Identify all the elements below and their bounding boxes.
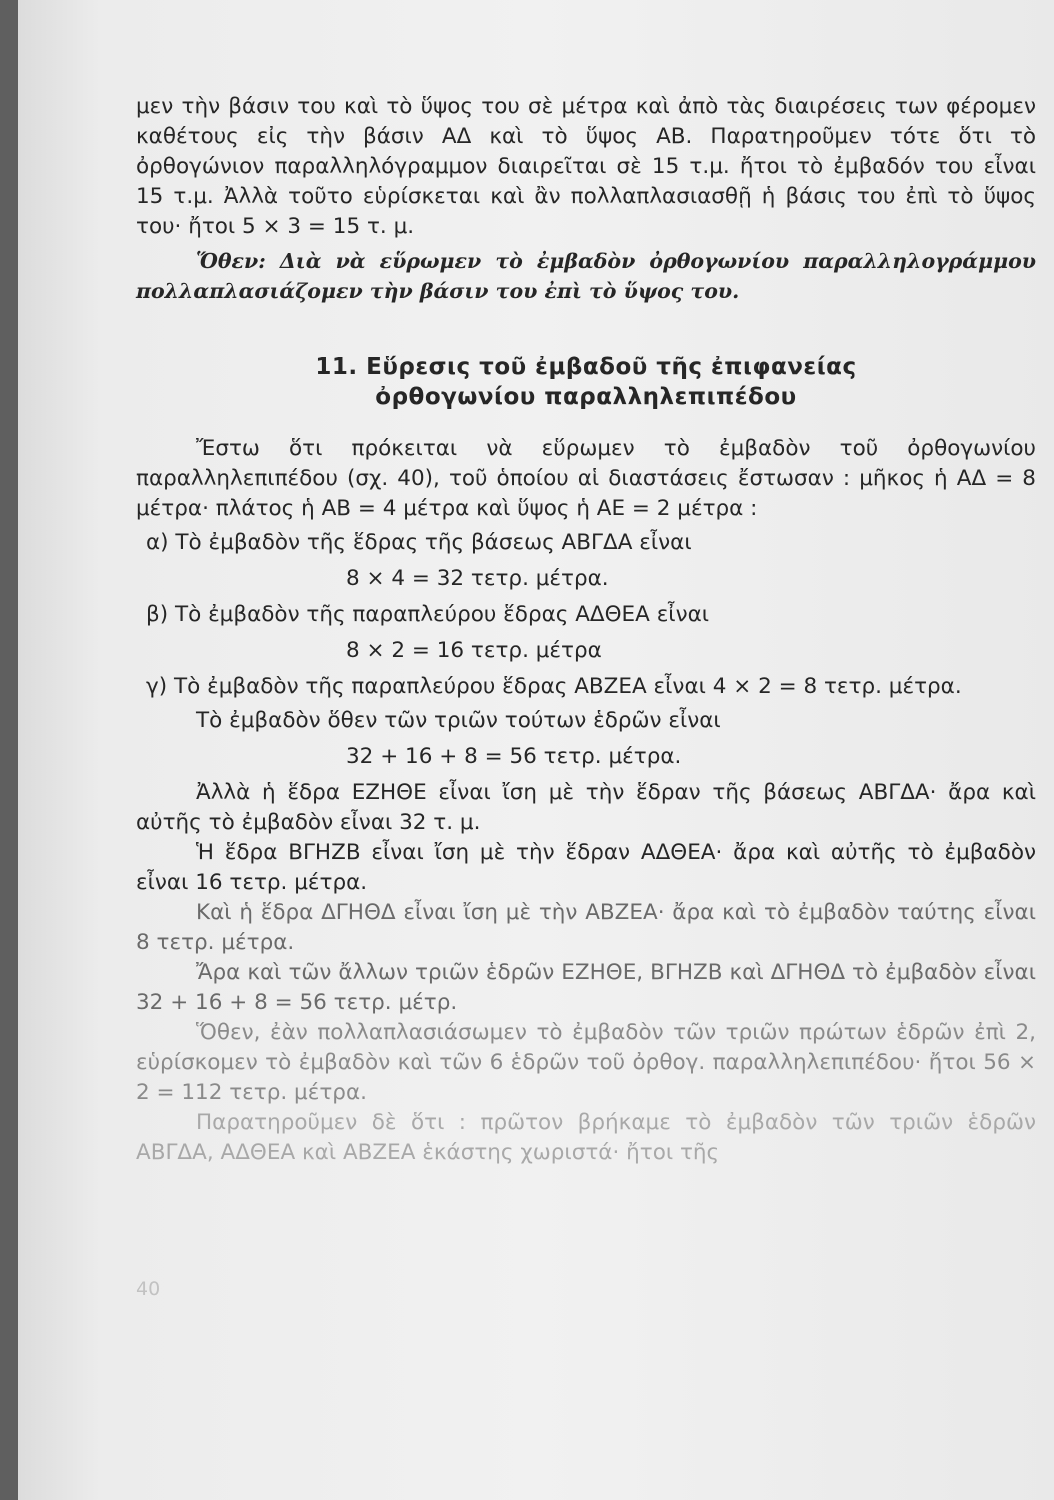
item-c: γ) Τὸ ἐμβαδὸν τῆς παραπλεύρου ἕδρας ΑΒΖΕΑ εἶναι 4 × 2 = 8 τετρ. μέτρα. — [146, 674, 962, 699]
formula-sum: 32 + 16 + 8 = 56 τετρ. μέτρα. — [346, 744, 682, 769]
section-heading — [136, 352, 1036, 412]
paragraph-dimensions: Ἔστω ὅτι πρόκειται νὰ εὕρωμεν τὸ ἐμβαδὸν τοῦ ὀρθογωνίου παραλληλεπιπέδου (σχ. 40), τοῦ ὁποίου αἱ διαστάσεις ἔστωσαν : μῆκος ἡ ΑΔ = 8 μέτρα· πλάτος ἡ ΑΒ = 4 μέτρα καὶ ὕψος ἡ ΑΕ = 2 μέτρα : — [136, 436, 1036, 521]
item-a: α) Τὸ ἐμβαδὸν τῆς ἕδρας τῆς βάσεως ΑΒΓΔΑ εἶναι — [146, 530, 692, 555]
heading-line-2: ὀρθογωνίου παραλληλεπιπέδου — [375, 384, 797, 410]
paragraph-6: Ἄρα καὶ τῶν ἄλλων τριῶν ἑδρῶν ΕΖΗΘΕ, ΒΓΗΖΒ καὶ ΔΓΗΘΔ τὸ ἐμβαδὸν εἶναι 32 + 16 + 8 = 56 τετρ. μέτρ. — [136, 960, 1036, 1015]
formula-a: 8 × 4 = 32 τετρ. μέτρα. — [346, 566, 609, 591]
paragraph-4: Ἡ ἕδρα ΒΓΗΖΒ εἶναι ἴση μὲ τὴν ἕδραν ΑΔΘΕΑ· ἄρα καὶ αὐτῆς τὸ ἐμβαδὸν εἶναι 16 τετρ. μέτρα. — [136, 840, 1036, 895]
heading-line-1: 11. Εὕρεσις τοῦ ἐμβαδοῦ τῆς ἐπιφανείας — [315, 354, 857, 380]
formula-b: 8 × 2 = 16 τετρ. μέτρα — [346, 638, 602, 663]
paragraph-7: Ὅθεν, ἐὰν πολλαπλασιάσωμεν τὸ ἐμβαδὸν τῶν τριῶν πρώτων ἑδρῶν ἐπὶ 2, εὑρίσκομεν τὸ ἐμβαδὸν καὶ τῶν 6 ἑδρῶν τοῦ ὀρθογ. παραλληλεπιπέδου· ἤτοι 56 × 2 = 112 τετρ. μέτρα. — [136, 1020, 1036, 1105]
paragraph-5: Καὶ ἡ ἕδρα ΔΓΗΘΔ εἶναι ἴση μὲ τὴν ΑΒΖΕΑ· ἄρα καὶ τὸ ἐμβαδὸν ταύτης εἶναι 8 τετρ. μέτρα. — [136, 900, 1036, 955]
paragraph-8: Παρατηροῦμεν δὲ ὅτι : πρῶτον βρήκαμε τὸ ἐμβαδὸν τῶν τριῶν ἑδρῶν ΑΒΓΔΑ, ΑΔΘΕΑ καὶ ΑΒΖΕΑ ἑκάστης χωριστά· ἤτοι τῆς — [136, 1110, 1036, 1165]
page-number: 40 — [136, 1278, 161, 1300]
paragraph-3: Ἀλλὰ ἡ ἕδρα ΕΖΗΘΕ εἶναι ἴση μὲ τὴν ἕδραν τῆς βάσεως ΑΒΓΔΑ· ἄρα καὶ αὐτῆς τὸ ἐμβαδὸν εἶναι 32 τ. μ. — [136, 780, 1036, 835]
rule-statement: Ὅθεν: Διὰ νὰ εὕρωμεν τὸ ἐμβαδὸν ὀρθογωνίου παραλληλογράμμου πολλαπλασιάζομεν τὴν βάσιν του ἐπὶ τὸ ὕψος του. — [136, 249, 1036, 303]
item-b: β) Τὸ ἐμβαδὸν τῆς παραπλεύρου ἕδρας ΑΔΘΕΑ εἶναι — [146, 602, 710, 627]
paragraph-intro: μεν τὴν βάσιν του καὶ τὸ ὕψος του σὲ μέτρα καὶ ἀπὸ τὰς διαιρέσεις των φέρομεν καθέτους εἰς τὴν βάσιν ΑΔ καὶ τὸ ὕψος ΑΒ. Παρατηροῦμεν τότε ὅτι τὸ ὀρθογώνιον παραλληλόγραμμον διαιρεῖται σὲ 15 τ.μ. ἤτοι τὸ ἐμβαδόν του εἶναι 15 τ.μ. Ἀλλὰ τοῦτο εὑρίσκεται καὶ ἂν πολλαπλασιασθῇ ἡ βάσις του ἐπὶ τὸ ὕψος του· ἤτοι 5 × 3 = 15 τ. μ. — [136, 94, 1036, 239]
sum-intro: Τὸ ἐμβαδὸν ὅθεν τῶν τριῶν τούτων ἑδρῶν εἶναι — [196, 708, 721, 733]
book-page — [18, 0, 1054, 1500]
text-body — [136, 92, 1036, 1168]
